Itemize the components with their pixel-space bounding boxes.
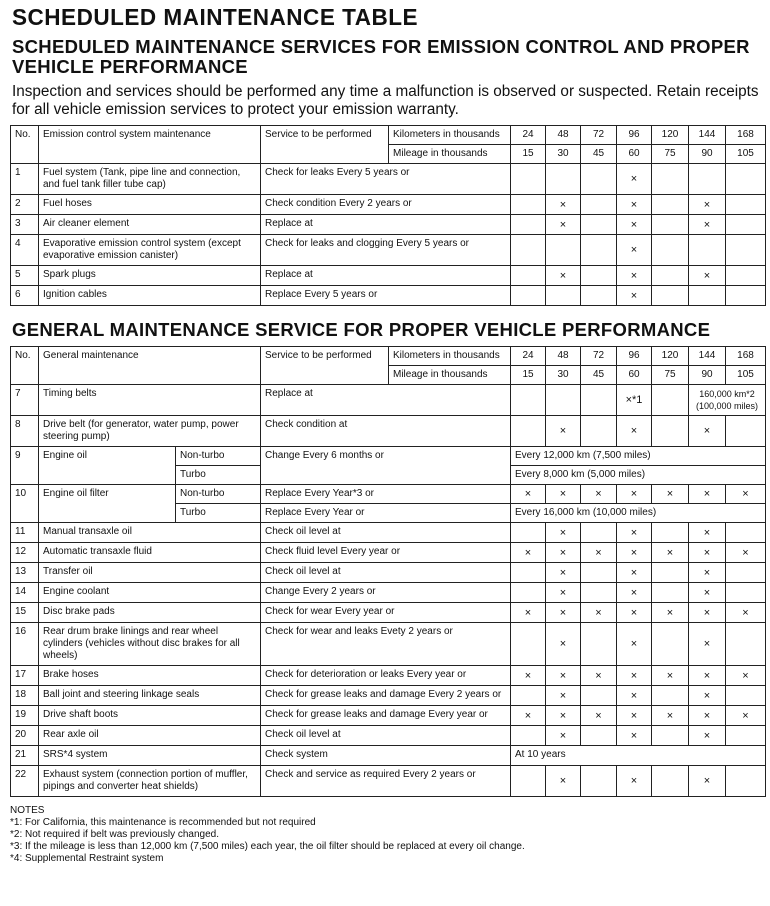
header-km-label: Kilometers in thousands — [389, 126, 511, 145]
row-item: Disc brake pads — [39, 603, 261, 623]
header-item: General maintenance — [39, 347, 261, 385]
row-item: Evaporative emission control system (except evaporative emission canister) — [39, 235, 261, 266]
schedule-mark — [581, 766, 617, 797]
row-no: 2 — [11, 195, 39, 215]
row-item: Brake hoses — [39, 666, 261, 686]
row-service: Check for leaks and clogging Every 5 years or — [261, 235, 511, 266]
header-mi: 90 — [689, 145, 726, 164]
schedule-mark — [511, 215, 546, 235]
schedule-mark: × — [617, 603, 652, 623]
schedule-mark: × — [689, 563, 726, 583]
header-km: 144 — [689, 347, 726, 366]
note-1: *1: For California, this maintenance is recommended but not required — [10, 817, 316, 828]
table-row — [11, 164, 766, 195]
schedule-mark — [652, 726, 689, 746]
schedule-mark: × — [652, 603, 689, 623]
row-item: Drive belt (for generator, water pump, power steering pump) — [39, 416, 261, 447]
row-no: 1 — [11, 164, 39, 195]
header-mi: 75 — [652, 366, 689, 385]
schedule-mark: × — [546, 266, 581, 286]
table-row — [11, 563, 766, 583]
row-item: Automatic transaxle fluid — [39, 543, 261, 563]
schedule-mark: × — [617, 686, 652, 706]
schedule-mark — [581, 385, 617, 416]
schedule-mark — [511, 583, 546, 603]
schedule-mark: × — [581, 666, 617, 686]
header-km: 120 — [652, 126, 689, 145]
schedule-mark: × — [546, 543, 581, 563]
schedule-mark: × — [617, 215, 652, 235]
emission-maintenance-table — [10, 125, 766, 306]
row-no: 18 — [11, 686, 39, 706]
row-service: Check for leaks Every 5 years or — [261, 164, 511, 195]
schedule-mark: × — [652, 666, 689, 686]
table-row — [11, 485, 766, 504]
schedule-mark: × — [581, 603, 617, 623]
row-variant: Non-turbo — [176, 447, 261, 466]
row-no: 16 — [11, 623, 39, 666]
schedule-mark — [581, 235, 617, 266]
table-row — [11, 603, 766, 623]
schedule-mark: × — [617, 195, 652, 215]
header-mi: 15 — [511, 366, 546, 385]
schedule-mark: × — [689, 416, 726, 447]
schedule-mark: × — [546, 215, 581, 235]
schedule-mark — [726, 686, 766, 706]
schedule-mark — [546, 385, 581, 416]
schedule-mark: × — [546, 523, 581, 543]
general-maintenance-table — [10, 346, 766, 797]
row-service: Check fluid level Every year or — [261, 543, 511, 563]
header-mi-label: Mileage in thousands — [389, 366, 511, 385]
row-item: Ball joint and steering linkage seals — [39, 686, 261, 706]
schedule-mark — [726, 563, 766, 583]
schedule-mark — [511, 523, 546, 543]
row-variant: Turbo — [176, 504, 261, 523]
schedule-mark — [581, 266, 617, 286]
schedule-mark: × — [617, 706, 652, 726]
schedule-mark — [652, 385, 689, 416]
schedule-mark: × — [581, 543, 617, 563]
schedule-mark — [511, 623, 546, 666]
row-no: 19 — [11, 706, 39, 726]
row-item: Spark plugs — [39, 266, 261, 286]
schedule-mark: × — [511, 603, 546, 623]
row-item: Drive shaft boots — [39, 706, 261, 726]
row-service: Replace Every Year*3 or — [261, 485, 511, 504]
schedule-mark — [511, 164, 546, 195]
schedule-mark — [689, 235, 726, 266]
row-item: Exhaust system (connection portion of muffler, pipings and converter heat shields) — [39, 766, 261, 797]
schedule-mark: × — [617, 543, 652, 563]
schedule-mark — [726, 195, 766, 215]
row-service: Check for wear Every year or — [261, 603, 511, 623]
schedule-mark: × — [617, 583, 652, 603]
section2-title: GENERAL MAINTENANCE SERVICE FOR PROPER VEHICLE PERFORMANCE — [12, 319, 711, 340]
schedule-mark: × — [652, 485, 689, 504]
schedule-mark — [652, 686, 689, 706]
header-service: Service to be performed — [261, 347, 389, 385]
row-no: 11 — [11, 523, 39, 543]
schedule-mark: × — [617, 623, 652, 666]
schedule-mark — [652, 164, 689, 195]
row-no: 17 — [11, 666, 39, 686]
interval-cell: 160,000 km*2 (100,000 miles) — [689, 385, 766, 416]
schedule-mark — [652, 563, 689, 583]
header-mi: 75 — [652, 145, 689, 164]
schedule-mark: × — [511, 666, 546, 686]
schedule-mark: × — [617, 523, 652, 543]
row-service: Replace at — [261, 266, 511, 286]
table-row — [11, 523, 766, 543]
schedule-mark — [652, 286, 689, 306]
notes — [10, 805, 764, 865]
row-service: Check and service as required Every 2 years or — [261, 766, 511, 797]
schedule-mark — [581, 563, 617, 583]
schedule-mark: × — [726, 706, 766, 726]
row-service: Check condition Every 2 years or — [261, 195, 511, 215]
schedule-mark — [581, 164, 617, 195]
notes-title: NOTES — [10, 805, 45, 816]
section1-title: SCHEDULED MAINTENANCE SERVICES FOR EMISSION CONTROL AND PROPER VEHICLE PERFORMANCE — [12, 36, 750, 77]
row-no: 21 — [11, 746, 39, 766]
row-item: Rear axle oil — [39, 726, 261, 746]
schedule-mark: × — [617, 563, 652, 583]
table-row — [11, 706, 766, 726]
schedule-mark: × — [617, 286, 652, 306]
table-row — [11, 235, 766, 266]
schedule-mark — [652, 623, 689, 666]
schedule-mark: × — [689, 666, 726, 686]
schedule-mark: × — [546, 706, 581, 726]
header-mi: 45 — [581, 145, 617, 164]
header-mi: 90 — [689, 366, 726, 385]
row-item: SRS*4 system — [39, 746, 261, 766]
header-mi: 30 — [546, 145, 581, 164]
row-no: 8 — [11, 416, 39, 447]
schedule-mark: × — [546, 666, 581, 686]
header-km: 48 — [546, 126, 581, 145]
header-mi: 60 — [617, 366, 652, 385]
schedule-mark: × — [689, 686, 726, 706]
schedule-mark — [511, 766, 546, 797]
table-row — [11, 215, 766, 235]
row-no: 15 — [11, 603, 39, 623]
row-no: 13 — [11, 563, 39, 583]
table-row — [11, 286, 766, 306]
header-no: No. — [11, 347, 39, 385]
schedule-mark — [652, 523, 689, 543]
row-service: Check oil level at — [261, 563, 511, 583]
header-km: 24 — [511, 126, 546, 145]
note-4: *4: Supplemental Restraint system — [10, 853, 164, 864]
schedule-mark — [581, 523, 617, 543]
schedule-mark — [726, 164, 766, 195]
row-service: Check for wear and leaks Evety 2 years or — [261, 623, 511, 666]
row-no: 20 — [11, 726, 39, 746]
schedule-mark — [581, 215, 617, 235]
note-3: *3: If the mileage is less than 12,000 km (7,500 miles) each year, the oil filter should be replaced at every oil change. — [10, 841, 525, 852]
schedule-mark — [689, 164, 726, 195]
row-no: 5 — [11, 266, 39, 286]
schedule-mark — [511, 195, 546, 215]
row-service: Check oil level at — [261, 523, 511, 543]
schedule-mark — [652, 235, 689, 266]
schedule-mark — [511, 235, 546, 266]
schedule-mark — [511, 286, 546, 306]
row-no: 14 — [11, 583, 39, 603]
row-no: 6 — [11, 286, 39, 306]
schedule-mark — [546, 235, 581, 266]
schedule-mark: × — [689, 266, 726, 286]
header-mi: 105 — [726, 145, 766, 164]
schedule-mark — [726, 726, 766, 746]
row-service: Check for grease leaks and damage Every 2 years or — [261, 686, 511, 706]
schedule-mark: × — [617, 766, 652, 797]
schedule-mark — [652, 583, 689, 603]
row-no: 7 — [11, 385, 39, 416]
row-item: Engine oil filter — [39, 485, 176, 523]
row-no: 9 — [11, 447, 39, 485]
schedule-mark: × — [652, 543, 689, 563]
table-row — [11, 195, 766, 215]
header-km: 168 — [726, 126, 766, 145]
row-item: Fuel hoses — [39, 195, 261, 215]
schedule-mark — [511, 266, 546, 286]
schedule-mark — [581, 195, 617, 215]
header-km: 72 — [581, 126, 617, 145]
schedule-mark — [581, 686, 617, 706]
interval-cell: At 10 years — [511, 746, 766, 766]
schedule-mark: × — [617, 485, 652, 504]
row-service: Check condition at — [261, 416, 511, 447]
row-item: Rear drum brake linings and rear wheel cylinders (vehicles without disc brakes for all wheels) — [39, 623, 261, 666]
schedule-mark: × — [726, 603, 766, 623]
schedule-mark: × — [546, 623, 581, 666]
schedule-mark: × — [617, 235, 652, 266]
schedule-mark: × — [581, 485, 617, 504]
schedule-mark — [726, 235, 766, 266]
schedule-mark — [652, 766, 689, 797]
table-row — [11, 686, 766, 706]
schedule-mark — [726, 215, 766, 235]
header-no: No. — [11, 126, 39, 164]
table-row — [11, 766, 766, 797]
row-service: Check system — [261, 746, 511, 766]
header-mi: 105 — [726, 366, 766, 385]
interval-cell: Every 16,000 km (10,000 miles) — [511, 504, 766, 523]
row-no: 10 — [11, 485, 39, 523]
schedule-mark: × — [689, 623, 726, 666]
table-row — [11, 666, 766, 686]
row-service: Check for deterioration or leaks Every year or — [261, 666, 511, 686]
table-row — [11, 385, 766, 416]
schedule-mark: × — [546, 603, 581, 623]
row-variant: Turbo — [176, 466, 261, 485]
schedule-mark — [726, 623, 766, 666]
schedule-mark: × — [689, 706, 726, 726]
schedule-mark — [581, 583, 617, 603]
row-service: Replace at — [261, 385, 511, 416]
schedule-mark — [511, 385, 546, 416]
section1-intro: Inspection and services should be performed any time a malfunction is observed or suspected. Retain receipts for all vehicle emission services to protect your emission warranty. — [12, 83, 759, 118]
header-mi: 30 — [546, 366, 581, 385]
schedule-mark: × — [689, 215, 726, 235]
row-service: Change Every 6 months or — [261, 447, 511, 485]
schedule-mark — [511, 726, 546, 746]
schedule-mark: × — [546, 726, 581, 746]
schedule-mark — [726, 766, 766, 797]
schedule-mark — [652, 215, 689, 235]
schedule-mark: × — [689, 523, 726, 543]
schedule-mark — [726, 523, 766, 543]
table-row — [11, 746, 766, 766]
schedule-mark: × — [689, 726, 726, 746]
schedule-mark — [726, 286, 766, 306]
schedule-mark — [511, 416, 546, 447]
header-km: 96 — [617, 126, 652, 145]
table-row — [11, 623, 766, 666]
schedule-mark: × — [546, 686, 581, 706]
row-service: Change Every 2 years or — [261, 583, 511, 603]
table-row — [11, 726, 766, 746]
row-item: Fuel system (Tank, pipe line and connection, and fuel tank filler tube cap) — [39, 164, 261, 195]
row-item: Engine coolant — [39, 583, 261, 603]
schedule-mark: ×*1 — [617, 385, 652, 416]
header-km: 144 — [689, 126, 726, 145]
schedule-mark — [581, 416, 617, 447]
header-km: 48 — [546, 347, 581, 366]
row-item: Manual transaxle oil — [39, 523, 261, 543]
schedule-mark: × — [617, 266, 652, 286]
schedule-mark — [689, 286, 726, 306]
row-variant: Non-turbo — [176, 485, 261, 504]
schedule-mark: × — [689, 195, 726, 215]
schedule-mark — [652, 416, 689, 447]
header-mi-label: Mileage in thousands — [389, 145, 511, 164]
interval-cell: Every 12,000 km (7,500 miles) — [511, 447, 766, 466]
schedule-mark: × — [511, 543, 546, 563]
header-row — [11, 347, 766, 366]
schedule-mark — [652, 266, 689, 286]
row-item: Ignition cables — [39, 286, 261, 306]
header-mi: 15 — [511, 145, 546, 164]
schedule-mark: × — [726, 666, 766, 686]
row-item: Transfer oil — [39, 563, 261, 583]
schedule-mark: × — [726, 543, 766, 563]
row-service: Check for grease leaks and damage Every year or — [261, 706, 511, 726]
header-mi: 60 — [617, 145, 652, 164]
row-no: 22 — [11, 766, 39, 797]
schedule-mark — [581, 623, 617, 666]
row-service: Replace Every Year or — [261, 504, 511, 523]
schedule-mark: × — [617, 726, 652, 746]
table-row — [11, 447, 766, 466]
row-item: Engine oil — [39, 447, 176, 485]
row-no: 12 — [11, 543, 39, 563]
schedule-mark — [511, 686, 546, 706]
schedule-mark: × — [511, 706, 546, 726]
schedule-mark: × — [689, 485, 726, 504]
table-row — [11, 583, 766, 603]
schedule-mark: × — [511, 485, 546, 504]
table-row — [11, 416, 766, 447]
row-service: Check oil level at — [261, 726, 511, 746]
schedule-mark — [652, 195, 689, 215]
header-item: Emission control system maintenance — [39, 126, 261, 164]
schedule-mark — [726, 266, 766, 286]
row-no: 3 — [11, 215, 39, 235]
table-row — [11, 266, 766, 286]
schedule-mark — [546, 286, 581, 306]
schedule-mark: × — [581, 706, 617, 726]
row-service: Replace Every 5 years or — [261, 286, 511, 306]
header-km: 24 — [511, 347, 546, 366]
schedule-mark: × — [546, 195, 581, 215]
table-row — [11, 543, 766, 563]
header-km: 120 — [652, 347, 689, 366]
schedule-mark — [581, 726, 617, 746]
header-row — [11, 126, 766, 145]
schedule-mark: × — [617, 666, 652, 686]
schedule-mark: × — [617, 164, 652, 195]
schedule-mark: × — [546, 416, 581, 447]
header-km: 168 — [726, 347, 766, 366]
schedule-mark — [511, 563, 546, 583]
header-service: Service to be performed — [261, 126, 389, 164]
schedule-mark: × — [689, 766, 726, 797]
schedule-mark: × — [689, 543, 726, 563]
schedule-mark — [581, 286, 617, 306]
schedule-mark — [726, 416, 766, 447]
interval-cell: Every 8,000 km (5,000 miles) — [511, 466, 766, 485]
header-km: 96 — [617, 347, 652, 366]
row-item: Timing belts — [39, 385, 261, 416]
schedule-mark — [546, 164, 581, 195]
row-item: Air cleaner element — [39, 215, 261, 235]
schedule-mark: × — [546, 485, 581, 504]
schedule-mark: × — [726, 485, 766, 504]
header-km-label: Kilometers in thousands — [389, 347, 511, 366]
schedule-mark: × — [546, 563, 581, 583]
page-title: SCHEDULED MAINTENANCE TABLE — [12, 4, 419, 30]
header-km: 72 — [581, 347, 617, 366]
schedule-mark — [726, 583, 766, 603]
schedule-mark: × — [689, 603, 726, 623]
schedule-mark: × — [689, 583, 726, 603]
row-no: 4 — [11, 235, 39, 266]
note-2: *2: Not required if belt was previously changed. — [10, 829, 220, 840]
schedule-mark: × — [546, 583, 581, 603]
row-service: Replace at — [261, 215, 511, 235]
schedule-mark: × — [617, 416, 652, 447]
schedule-mark: × — [652, 706, 689, 726]
schedule-mark: × — [546, 766, 581, 797]
header-mi: 45 — [581, 366, 617, 385]
